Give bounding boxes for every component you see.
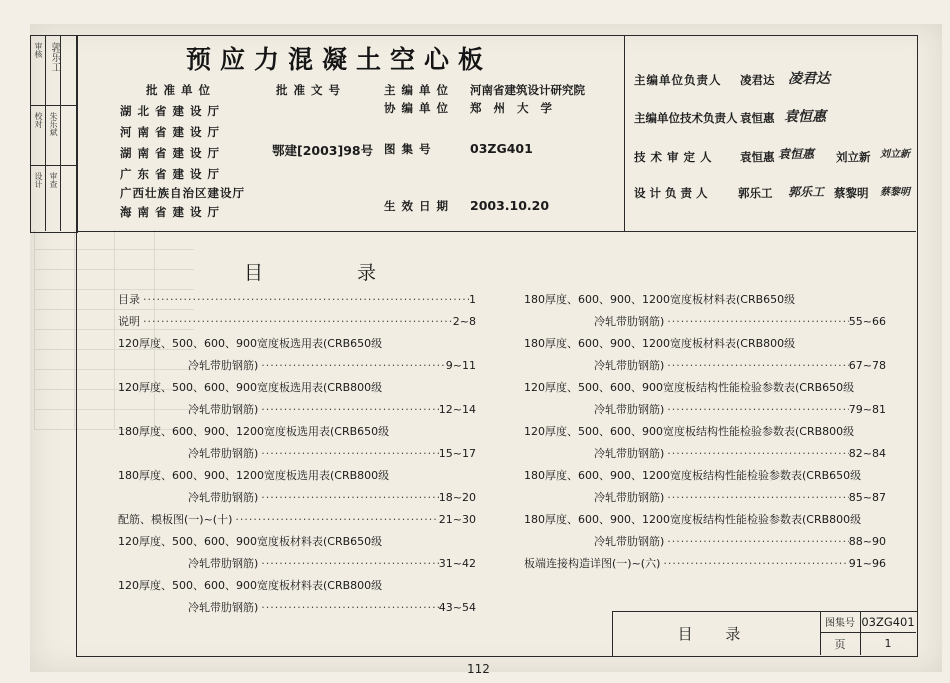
title-block-page-label: 页: [834, 637, 846, 651]
toc-item[interactable]: [524, 487, 886, 509]
toc-item-label: 板端连接构造详图(一)~(六): [524, 557, 661, 570]
toc-item[interactable]: [118, 377, 476, 399]
toc-item[interactable]: [524, 333, 886, 355]
co-editor-label: 协编单位: [384, 101, 454, 115]
toc-item-page: 2~8: [452, 315, 476, 328]
dot-leader: [258, 597, 438, 619]
toc-item[interactable]: [118, 553, 476, 575]
toc-item-label: 120厚度、500、600、900宽度板选用表(CRB650级: [118, 337, 383, 350]
approval-unit: 广东省建设厅: [120, 167, 225, 181]
toc-item[interactable]: [524, 509, 886, 531]
toc-item-label: 目录: [118, 293, 140, 306]
dot-leader: [664, 531, 848, 553]
approval-unit: 湖南省建设厅: [120, 146, 225, 160]
toc-item-label: 180厚度、600、900、1200宽度板材料表(CRB800级: [524, 337, 796, 350]
toc-item-label: 冷轧带肋钢筋): [188, 557, 259, 570]
toc-item-label: 冷轧带肋钢筋): [188, 601, 259, 614]
toc-item-page: 55~66: [848, 315, 886, 328]
toc-item-label: 冷轧带肋钢筋): [594, 359, 665, 372]
side-label: 郭乐工: [49, 42, 60, 72]
toc-item-page: 88~90: [848, 535, 886, 548]
design-label: 设计负责人: [634, 186, 712, 200]
toc-item[interactable]: [524, 421, 886, 443]
header-bottom-rule: [76, 231, 916, 232]
toc-heading: 目 录: [244, 262, 421, 284]
chief-label: 主编单位负责人: [634, 73, 722, 87]
dot-leader: [664, 487, 848, 509]
dot-leader: [258, 487, 438, 509]
toc-item-page: 15~17: [438, 447, 476, 460]
toc-item-label: 冷轧带肋钢筋): [188, 491, 259, 504]
toc-item[interactable]: [118, 289, 476, 311]
toc-item[interactable]: [524, 553, 886, 575]
atlas-no-value: 03ZG401: [470, 141, 533, 156]
toc-item-page: 12~14: [438, 403, 476, 416]
toc-item-label: 120厚度、500、600、900宽度板材料表(CRB800级: [118, 579, 383, 592]
toc-item-page: 31~42: [438, 557, 476, 570]
side-strip-divider: [45, 35, 46, 231]
approval-doc-no: 鄂建[2003]98号: [272, 143, 374, 158]
dot-leader: [664, 311, 848, 333]
chief-name: 凌君达: [740, 73, 775, 87]
side-strip-divider: [30, 165, 76, 166]
toc-item-page: 1: [469, 293, 476, 306]
title-block-name: 目 录: [677, 624, 755, 643]
review-signature-2: 刘立新: [880, 149, 910, 160]
approval-doc-header: 批准文号: [276, 83, 346, 97]
approval-unit: 河南省建设厅: [120, 125, 225, 139]
co-editor-value: 郑州大学: [470, 101, 564, 115]
toc-item[interactable]: [118, 311, 476, 333]
dot-leader: [664, 399, 848, 421]
chief-signature: 凌君达: [788, 71, 830, 87]
approval-unit-header: 批准单位: [146, 83, 216, 97]
editor-value: 河南省建筑设计研究院: [470, 83, 585, 97]
dot-leader: [258, 355, 445, 377]
toc-item-label: 180厚度、600、900、1200宽度板结构性能检验参数表(CRB650级: [524, 469, 862, 482]
side-label: 朱乐斌: [49, 112, 58, 136]
atlas-title: 预应力混凝土空心板: [186, 45, 493, 74]
toc-item-label: 180厚度、600、900、1200宽度板结构性能检验参数表(CRB800级: [524, 513, 862, 526]
scan-page-number: 112: [467, 662, 490, 676]
review-label: 技术审定人: [634, 150, 717, 164]
design-signature-1: 郭乐工: [788, 185, 825, 199]
side-label: 设计: [34, 172, 43, 188]
toc-left-column: [118, 289, 476, 619]
toc-item-page: 9~11: [445, 359, 476, 372]
toc-item-label: 配筋、模板图(一)~(十): [118, 513, 233, 526]
design-name-1: 郭乐工: [738, 186, 773, 200]
toc-item-page: 21~30: [438, 513, 476, 526]
toc-item[interactable]: [524, 465, 886, 487]
approval-unit: 湖北省建设厅: [120, 104, 225, 118]
toc-item[interactable]: [524, 311, 886, 333]
dot-leader: [660, 553, 848, 575]
toc-item-label: 冷轧带肋钢筋): [188, 403, 259, 416]
title-block-atlas-value: 03ZG401: [861, 614, 915, 629]
toc-item-label: 冷轧带肋钢筋): [594, 403, 665, 416]
toc-item[interactable]: [524, 289, 886, 311]
toc-item-page: 43~54: [438, 601, 476, 614]
toc-item[interactable]: [118, 509, 476, 531]
dot-leader: [258, 443, 438, 465]
effective-date-label: 生效日期: [384, 199, 454, 213]
review-name-2: 刘立新: [836, 150, 871, 164]
side-label: 校对: [34, 112, 43, 128]
atlas-no-label: 图集号: [384, 142, 437, 156]
toc-item-label: 冷轧带肋钢筋): [594, 491, 665, 504]
tech-name: 袁恒惠: [740, 111, 775, 125]
toc-item[interactable]: [118, 399, 476, 421]
toc-item[interactable]: [118, 355, 476, 377]
toc-item-page: 82~84: [848, 447, 886, 460]
toc-item-page: 67~78: [848, 359, 886, 372]
dot-leader: [140, 311, 453, 333]
title-block-page-value: 1: [884, 637, 892, 650]
toc-item[interactable]: [118, 333, 476, 355]
toc-item-page: 85~87: [848, 491, 886, 504]
tech-signature: 袁恒惠: [784, 109, 826, 125]
toc-item-label: 120厚度、500、600、900宽度板材料表(CRB650级: [118, 535, 383, 548]
toc-item[interactable]: [118, 465, 476, 487]
toc-right-column: [524, 289, 886, 575]
toc-item-label: 120厚度、500、600、900宽度板结构性能检验参数表(CRB800级: [524, 425, 855, 438]
toc-item[interactable]: [524, 399, 886, 421]
review-name-1: 袁恒惠: [740, 150, 775, 164]
dot-leader: [664, 443, 848, 465]
toc-item[interactable]: [524, 531, 886, 553]
side-strip-divider: [60, 35, 61, 231]
toc-item-label: 180厚度、600、900、1200宽度板选用表(CRB800级: [118, 469, 390, 482]
toc-item-label: 冷轧带肋钢筋): [188, 447, 259, 460]
toc-item-label: 180厚度、600、900、1200宽度板选用表(CRB650级: [118, 425, 390, 438]
design-name-2: 蔡黎明: [834, 186, 869, 200]
toc-item-page: 79~81: [848, 403, 886, 416]
toc-item[interactable]: [118, 487, 476, 509]
dot-leader: [258, 553, 438, 575]
dot-leader: [258, 399, 438, 421]
toc-item[interactable]: [118, 575, 476, 597]
design-signature-2: 蔡黎明: [880, 187, 910, 198]
header-divider: [624, 35, 625, 231]
toc-item[interactable]: [524, 377, 886, 399]
title-block-atlas-label: 图集号: [825, 618, 855, 629]
side-label: 审查: [49, 172, 58, 188]
toc-item[interactable]: [524, 443, 886, 465]
tech-label: 主编单位技术负责人: [634, 111, 738, 125]
toc-item[interactable]: [118, 597, 476, 619]
approval-unit: 广西壮族自治区建设厅: [120, 186, 245, 200]
toc-item-label: 180厚度、600、900、1200宽度板材料表(CRB650级: [524, 293, 796, 306]
review-signature-1: 袁恒惠: [778, 147, 815, 161]
toc-item-label: 冷轧带肋钢筋): [594, 315, 665, 328]
dot-leader: [664, 355, 848, 377]
editor-label: 主编单位: [384, 83, 454, 97]
toc-item[interactable]: [118, 443, 476, 465]
dot-leader: [140, 289, 469, 311]
toc-item-label: 120厚度、500、600、900宽度板选用表(CRB800级: [118, 381, 383, 394]
effective-date-value: 2003.10.20: [470, 198, 550, 213]
toc-item[interactable]: [118, 421, 476, 443]
toc-item-label: 冷轧带肋钢筋): [594, 535, 665, 548]
toc-item-label: 120厚度、500、600、900宽度板结构性能检验参数表(CRB650级: [524, 381, 855, 394]
toc-item-label: 说明: [118, 315, 140, 328]
toc-item-label: 冷轧带肋钢筋): [594, 447, 665, 460]
side-label: 审核: [34, 42, 43, 58]
toc-item[interactable]: [524, 355, 886, 377]
approval-unit: 海南省建设厅: [120, 205, 225, 219]
toc-item[interactable]: [118, 531, 476, 553]
toc-item-label: 冷轧带肋钢筋): [188, 359, 259, 372]
dot-leader: [232, 509, 438, 531]
side-strip-divider: [30, 105, 76, 106]
toc-item-page: 18~20: [438, 491, 476, 504]
toc-item-page: 91~96: [848, 557, 886, 570]
